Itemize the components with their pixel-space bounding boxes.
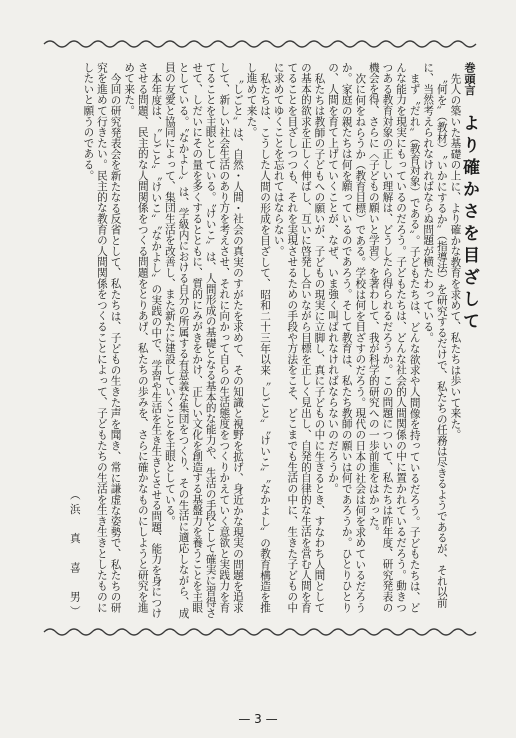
- bottom-wavy-rule: [44, 626, 480, 638]
- paragraph: 〝何を〟（教材）〝いかにするか〟（指導法）を研究するだけで、私たちの任務は尽きるようであるが、それ以前に、当然考えられなければならぬ問題が横たわっている。: [422, 62, 448, 608]
- paragraph: 次に何をねらうか（教育目標）である。学校は何を目ざすのだろう。現代の日本の社会は何を求めているだろうか。家庭の親たちは何を願っているのであろう。そして教育は、私たち教師の願いは何であろうか。ひとりひとりの、人間を育て上げていくことが、なぜ、いま強く叫ばれなければならないのだろうか。: [327, 62, 367, 613]
- article-title: より確かさを目ざして: [459, 113, 479, 334]
- paragraph: 今回の研究発表会を新たなる反省として、私たちは、子どもの生きた声を聞き、常に謙虚な姿勢で、私たちの研究を進めて行きたい。民主的な教育の人間関係をつくることによって、子どもたちの生活を生き生きとしたものにしたいと願うのである。: [82, 62, 122, 613]
- heading-column: [459, 62, 479, 620]
- vertical-text-block: [46, 62, 479, 620]
- section-label: 巻頭言: [463, 62, 476, 96]
- page-number: — 3 —: [238, 712, 278, 726]
- paragraph: 〝しごと〟は、自然・人間・社会の真実のすがたを求めて、その知識と視野を拡げ、身近かな現実の問題を追求して、新しい社会生活のあり方を考えさせ、それに向かって自らの生活態度をつくりかえていく意欲と実践力を育てることを主眼としている。〝けいこ〟は、人間形成の基礎となる基本的な能力や、生活の手段として確実に習得させて、しだいにその量を多くするとともに、質的にみがきをかけ、正しい文化を創造する基盤力を養うことを主眼としている。〝なかよし〟は、学級内における自分の所属する有意義な集団をつくり、その生活に適応しながら、成員の友愛と協同によって、集団生活を改善し、また新たに建設していくことを主眼としている。: [163, 62, 244, 619]
- article-body: [46, 62, 479, 620]
- paragraph: 先人の築いた基礎の上に、より確かな教育を求めて、私たちは歩いて来た。: [449, 72, 462, 440]
- author-signature: [67, 62, 81, 620]
- paragraph: まず〝だれ〟（教育対象）である〟。子どもたちは、どんな欲求や人間像を持っているだろう。子どもたちは、どんな能力を現実にもっているのだろう。子どもたちは、どんな社会的人間関係の中に置かれているだろう。動きつつある教育対象の正しい理解は、どうしたら得られるだろうか。この問題について、私たちは昨年度、研究発表の機会を得、さらに〈子どもの願いと学習〉を著わして、我が科学的研究への一歩前進をはかった。: [367, 62, 421, 613]
- top-wavy-rule: [44, 38, 480, 50]
- author-name: （浜 真 喜 男）: [68, 488, 81, 620]
- paragraph: 私たちは教師の子どもへの願いが、子どもの現実に立脚し、真に子どもの中に生きるとき、すなわち人間としての基本的欲求を正しく伸ばし、互いに啓発し合いながら目標を正しく見出し、自発的自律的な生活を営む人間を育てることを目ざしつつも、それを実現させるための手段や方法をこそ、どこまでも生活の中に、生きた子どもの中に求めてゆくことを忘れてはならない。: [272, 62, 326, 613]
- paragraph: 本年度は、〝しごと〟〝けいこ〟〝なかよし〟の実践の中で、学習や生活を生き生きとさせる問題、能力を身につけさせる問題、民主的な人間関係をつくる問題をとりあげ、私たちの歩みを、さらに確かなものにしようと研究を進めて来た。: [123, 62, 163, 619]
- paragraph: 私たちは、こうした人間の形成を目ざして、昭和二十三年以来〝しごと〟〝けいこ〟〝なかよし〟の教育構造を推し進めて来た。: [245, 62, 272, 613]
